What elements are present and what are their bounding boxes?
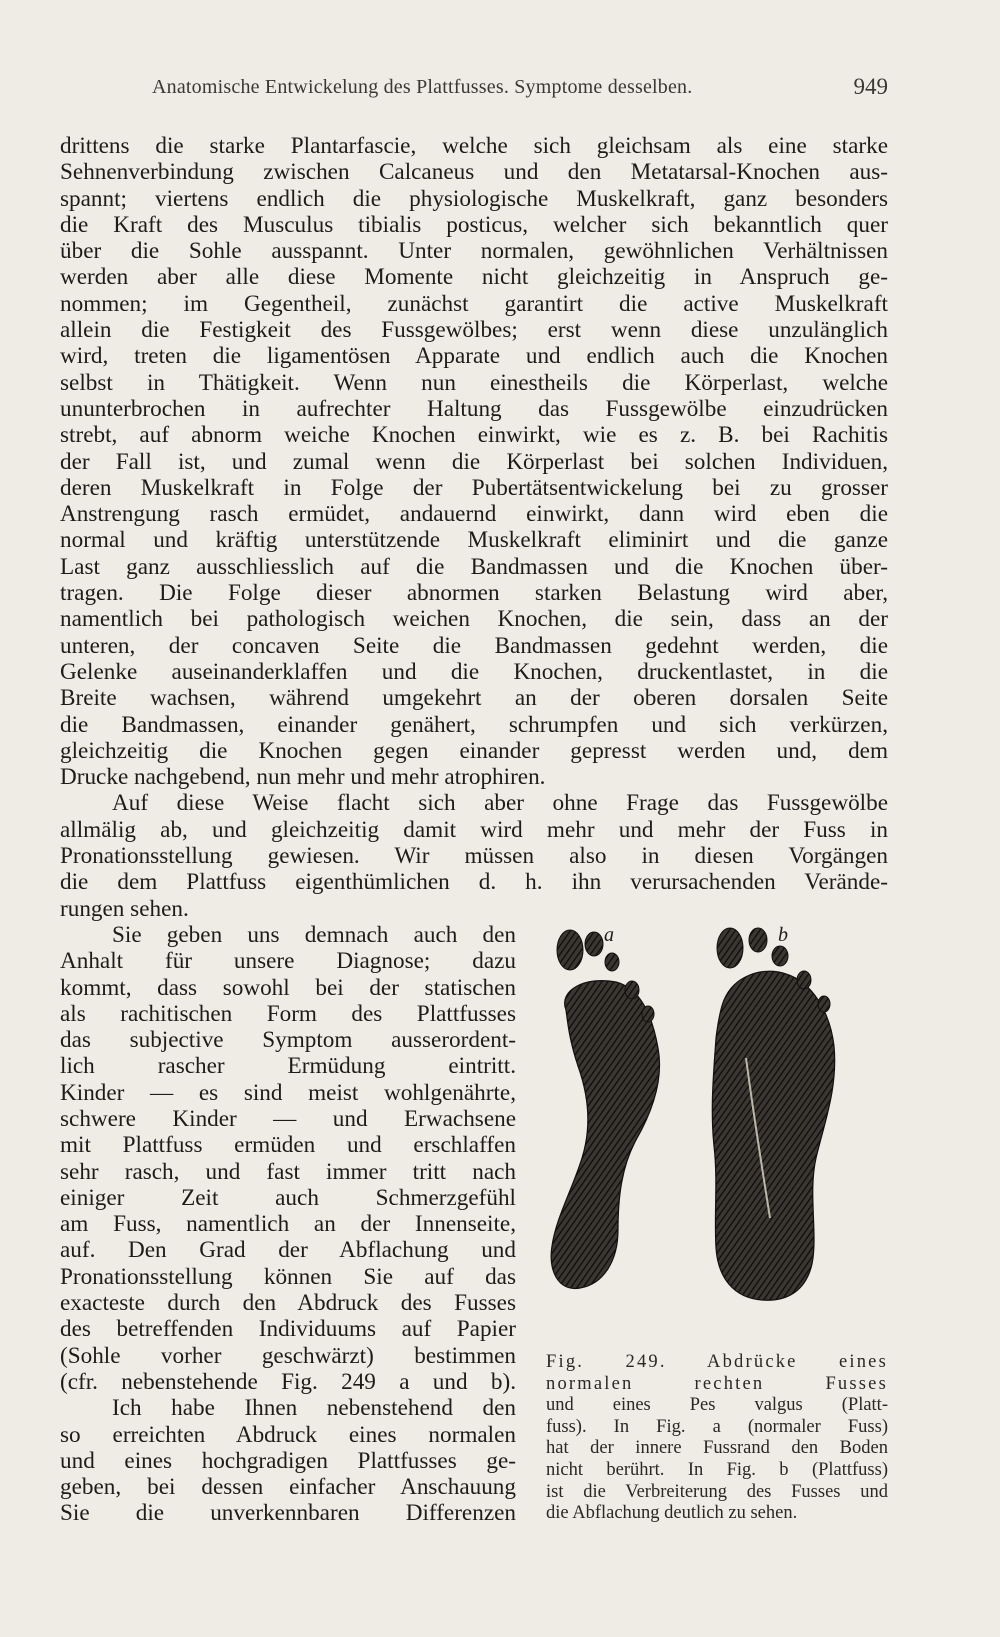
text-line: Pronationsstellung können Sie auf das (60, 1263, 516, 1290)
text-line: tragen. Die Folge dieser abnormen starken Belastung wird aber, (60, 580, 888, 607)
footprint-b-toe-5 (818, 996, 830, 1012)
text-line: Anstrengung rasch ermüdet, andauernd einwirkt, dann wird eben die (60, 501, 888, 528)
text-line: nommen; im Gegentheil, zunächst garantirt die active Muskelkraft (60, 290, 888, 317)
footprint-figure (548, 918, 888, 1358)
text-line: die Kraft des Musculus tibialis posticus, welcher sich bekanntlich quer (60, 211, 888, 238)
text-line: Gelenke auseinanderklaffen und die Knochen, druckentlastet, in die (60, 658, 888, 685)
text-line: unteren, der concaven Seite die Bandmassen gedehnt werden, die (60, 632, 888, 659)
text-line: des betreffenden Individuums auf Papier (60, 1316, 516, 1343)
footprint-b (712, 928, 834, 1300)
footprint-drawing (548, 918, 888, 1358)
text-line: Drucke nachgebend, nun mehr und mehr atrophiren. (60, 764, 546, 791)
text-line: strebt, auf abnorm weiche Knochen einwirkt, wie es z. B. bei Rachitis (60, 422, 888, 449)
text-line: so erreichten Abdruck eines normalen (60, 1421, 516, 1448)
caption-line: hat der innere Fussrand den Boden (546, 1438, 888, 1459)
text-line: lich rascher Ermüdung eintritt. (60, 1053, 516, 1080)
text-line: gleichzeitig die Knochen gegen einander gepresst werden und, dem (60, 737, 888, 764)
text-line: mit Plattfuss ermüden und erschlaffen (60, 1132, 516, 1159)
text-line: exacteste durch den Abdruck des Fusses (60, 1290, 516, 1317)
text-line: als rachitischen Form des Plattfusses (60, 1000, 516, 1027)
footprint-a-toe-4 (625, 981, 639, 999)
text-line: allmälig ab, und gleichzeitig damit wird mehr und mehr der Fuss in (60, 816, 888, 843)
figure-label-a: a (604, 924, 614, 946)
text-line: allein die Festigkeit des Fussgewölbes; erst wenn diese unzulänglich (60, 317, 888, 344)
text-line: namentlich bei pathologisch weichen Knochen, die sein, dass an der (60, 606, 888, 633)
text-line: einiger Zeit auch Schmerzgefühl (60, 1184, 516, 1211)
text-line: selbst in Thätigkeit. Wenn nun einestheils die Körperlast, welche (60, 369, 888, 396)
text-line: (Sohle vorher geschwärzt) bestimmen (60, 1342, 516, 1369)
text-line: Ich habe Ihnen nebenstehend den (112, 1395, 516, 1422)
text-line: die Bandmassen, einander genähert, schrumpfen und sich verkürzen, (60, 711, 888, 738)
text-line: Pronationsstellung gewiesen. Wir müssen also in diesen Vorgängen (60, 843, 888, 870)
text-line: ununterbrochen in aufrechter Haltung das Fussgewölbe einzudrücken (60, 395, 888, 422)
caption-line: nicht berührt. In Fig. b (Plattfuss) (546, 1459, 888, 1480)
footprint-b-toe-4 (797, 971, 811, 989)
text-line: drittens die starke Plantarfascie, welche sich gleichsam als eine starke (60, 133, 888, 159)
figure-label-b: b (778, 924, 788, 946)
text-line: werden aber alle diese Momente nicht gleichzeitig in Anspruch ge- (60, 264, 888, 291)
text-line: auf. Den Grad der Abflachung und (60, 1237, 516, 1264)
caption-line: die Abflachung deutlich zu sehen. (546, 1503, 798, 1524)
caption-line: normalen rechten Fusses (546, 1373, 888, 1394)
running-title: Anatomische Entwickelung des Plattfusses. Symptome desselben. (152, 76, 693, 98)
footprint-a-toe-2 (585, 932, 603, 956)
text-line: (cfr. nebenstehende Fig. 249 a und b). (60, 1368, 516, 1395)
text-line: Anhalt für unsere Diagnose; dazu (60, 948, 516, 975)
footprint-b-toe-2 (749, 928, 767, 952)
caption-line: Fig. 249. Abdrücke eines (546, 1352, 888, 1372)
caption-line: und eines Pes valgus (Platt- (546, 1395, 888, 1416)
text-line: schwere Kinder — und Erwachsene (60, 1105, 516, 1132)
caption-line: ist die Verbreiterung des Fusses und (546, 1481, 888, 1502)
text-line: am Fuss, namentlich an der Innenseite, (60, 1211, 516, 1238)
text-line: der Fall ist, und zumal wenn die Körperlast bei solchen Individuen, (60, 448, 888, 475)
text-line: Kinder — es sind meist wohlgenährte, (60, 1079, 516, 1106)
text-line: Sie die unverkennbaren Differenzen (60, 1500, 516, 1527)
text-line: normal und kräftig unterstützende Muskelkraft eliminirt und die ganze (60, 527, 888, 554)
footprint-a (551, 930, 659, 1288)
text-line: kommt, dass sowohl bei der statischen (60, 974, 516, 1001)
footprint-a-toe-5 (642, 1006, 654, 1022)
footprint-a-toe-3 (605, 953, 619, 971)
text-line: Sehnenverbindung zwischen Calcaneus und den Metatarsal-Knochen aus- (60, 159, 888, 186)
text-line: Breite wachsen, während umgekehrt an der oberen dorsalen Seite (60, 685, 888, 712)
text-line: Auf diese Weise flacht sich aber ohne Frage das Fussgewölbe (112, 790, 888, 817)
footprint-a-big-toe (557, 930, 583, 970)
footprint-b-big-toe (717, 928, 743, 968)
text-line: rungen sehen. (60, 895, 189, 922)
text-line: das subjective Symptom ausserordent- (60, 1027, 516, 1054)
text-line: die dem Plattfuss eigenthümlichen d. h. ihn verursachenden Verände- (60, 869, 888, 896)
footprint-b-toe-3 (772, 946, 788, 966)
page-header (152, 76, 888, 106)
text-line: sehr rasch, und fast immer tritt nach (60, 1158, 516, 1185)
text-line: spannt; viertens endlich die physiologische Muskelkraft, ganz besonders (60, 185, 888, 212)
text-line: über die Sohle ausspannt. Unter normalen, gewöhnlichen Verhältnissen (60, 238, 888, 265)
text-line: und eines hochgradigen Plattfusses ge- (60, 1447, 516, 1474)
text-line: Last ganz ausschliesslich auf die Bandmassen und die Knochen über- (60, 553, 888, 580)
page-number: 949 (853, 74, 888, 99)
footprint-b-sole (712, 971, 834, 1300)
text-line: wird, treten die ligamentösen Apparate und endlich auch die Knochen (60, 343, 888, 370)
text-line: Sie geben uns demnach auch den (112, 921, 516, 948)
footprint-a-sole (551, 981, 659, 1289)
text-line: geben, bei dessen einfacher Anschauung (60, 1474, 516, 1501)
text-line: deren Muskelkraft in Folge der Pubertätsentwickelung bei zu grosser (60, 474, 888, 501)
caption-line: fuss). In Fig. a (normaler Fuss) (546, 1416, 888, 1437)
figure-caption (546, 1352, 888, 1525)
